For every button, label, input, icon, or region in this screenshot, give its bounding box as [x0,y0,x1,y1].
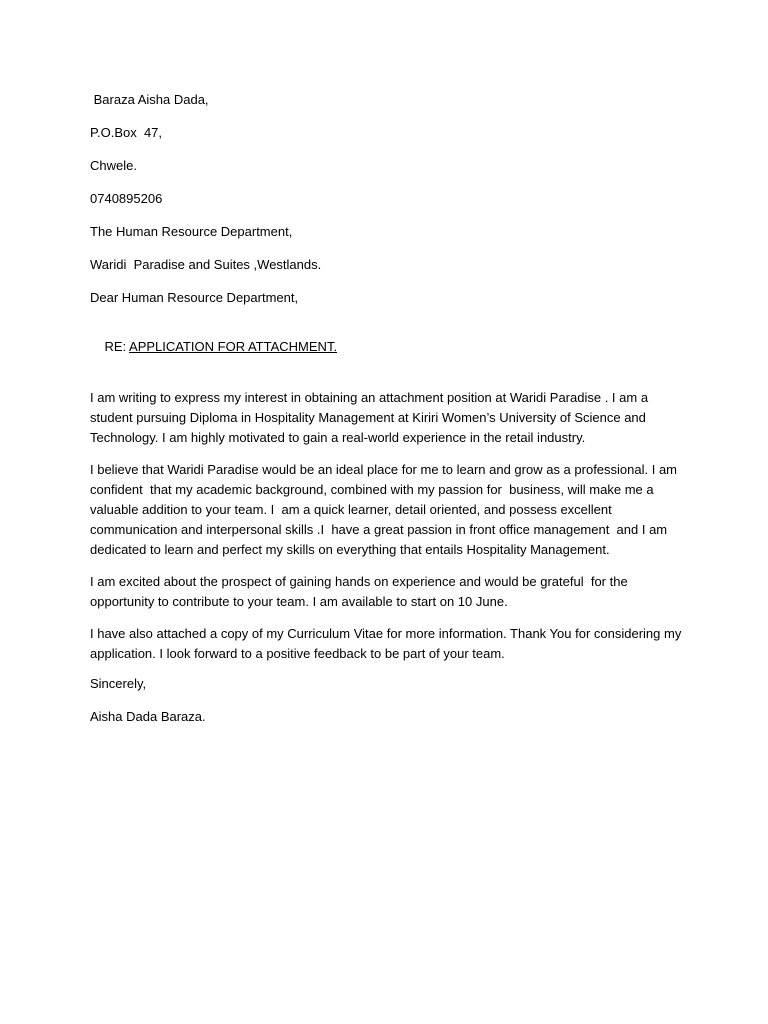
paragraph-line: I am excited about the prospect of gaining hands on experience and would be grateful for the [90,574,628,589]
sender-town: Chwele. [90,158,137,173]
paragraph-line: Technology. I am highly motivated to gain a real-world experience in the retail industry. [90,430,586,445]
signature: Aisha Dada Baraza. [90,709,206,724]
paragraph-line: I am writing to express my interest in obtaining an attachment position at Waridi Paradise . I am a [90,390,649,405]
paragraph-line: opportunity to contribute to your team. I am available to start on 10 June. [90,594,508,609]
paragraph-line: confident that my academic background, combined with my passion for business, will make me a [90,482,654,497]
sender-name: Baraza Aisha Dada, [90,92,209,107]
sender-pobox: P.O.Box 47, [90,125,163,140]
paragraph-line: valuable addition to your team. I am a quick learner, detail oriented, and possess excellent [90,502,612,517]
closing: Sincerely, [90,676,147,691]
recipient-department: The Human Resource Department, [90,224,293,239]
sender-phone: 0740895206 [90,191,163,206]
re-subject: APPLICATION FOR ATTACHMENT. [129,339,338,354]
paragraph-line: student pursuing Diploma in Hospitality Management at Kiriri Women’s University of Science and [90,410,646,425]
paragraph-line: communication and interpersonal skills .I have a great passion in front office management and I am [90,522,668,537]
paragraph-1 [90,388,690,448]
paragraph-4 [90,624,690,664]
salutation: Dear Human Resource Department, [90,290,299,305]
re-prefix: RE: [104,339,130,354]
paragraph-line: I have also attached a copy of my Curriculum Vitae for more information. Thank You for considering my [90,626,682,641]
paragraph-line: application. I look forward to a positive feedback to be part of your team. [90,646,505,661]
paragraph-line: I believe that Waridi Paradise would be an ideal place for me to learn and grow as a professional. I am [90,462,678,477]
paragraph-2 [90,460,690,560]
letter-page [90,92,690,742]
paragraph-3 [90,572,690,612]
paragraph-line: dedicated to learn and perfect my skills on everything that entails Hospitality Management. [90,542,610,557]
re-line [90,323,690,371]
recipient-company: Waridi Paradise and Suites ,Westlands. [90,257,322,272]
